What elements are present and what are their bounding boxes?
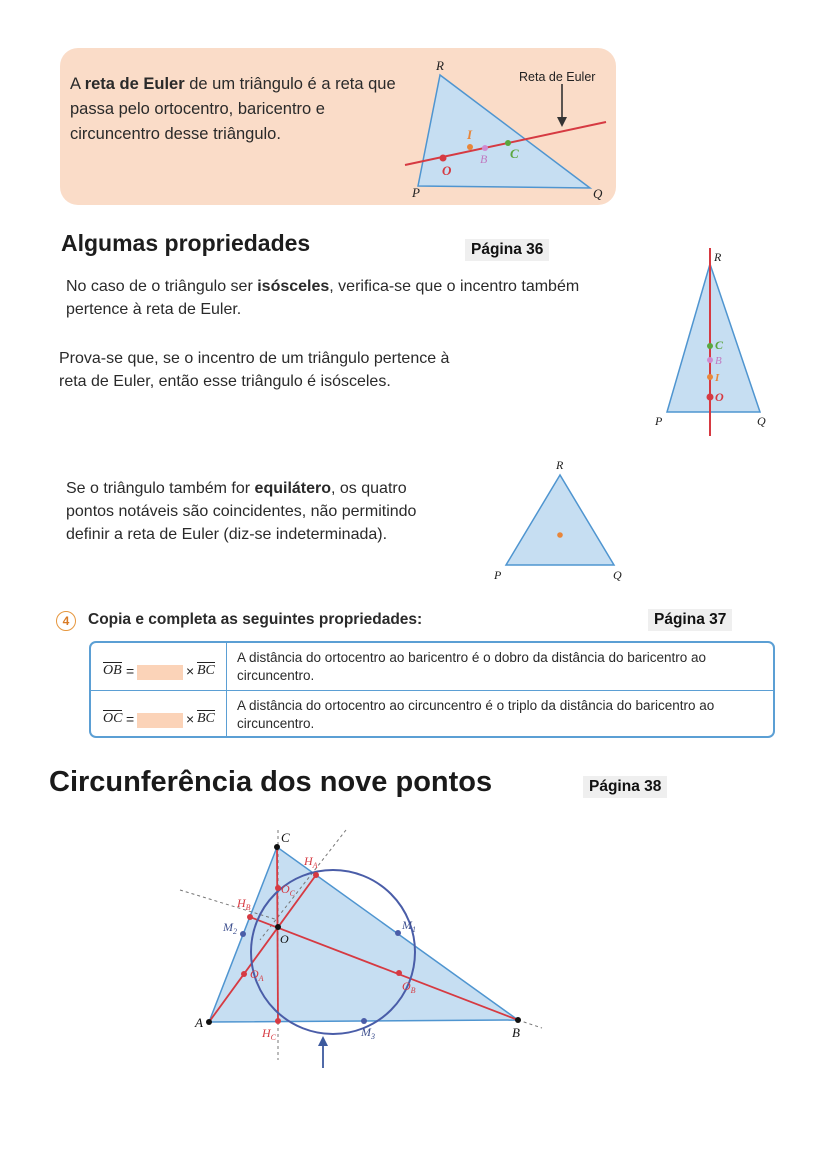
- label-B: B: [512, 1025, 520, 1040]
- vertex-A: [206, 1019, 212, 1025]
- iso-label-P: P: [655, 414, 663, 428]
- page-tag-38: Página 38: [583, 776, 667, 798]
- label-I: I: [467, 127, 473, 142]
- exercise-instruction: Copia e completa as seguintes propriedades:: [88, 611, 423, 628]
- vertex-B: [515, 1017, 521, 1023]
- table-row: [91, 643, 773, 691]
- point-I: [467, 144, 473, 150]
- point-M1: [395, 930, 401, 936]
- segment-rhs: BC: [197, 663, 215, 678]
- point-B: [482, 145, 488, 151]
- label-HA: $H_A$: [304, 854, 318, 870]
- label-HC: $H_C$: [262, 1026, 277, 1042]
- iso-label-C: C: [715, 338, 724, 352]
- iso-label-Q: Q: [757, 414, 766, 428]
- table-row: [91, 691, 773, 738]
- label-C: C: [281, 830, 290, 845]
- exercise-number: 4: [56, 611, 76, 631]
- iso-point-B: [707, 357, 713, 363]
- equilateral-triangle: [506, 475, 614, 565]
- label-O: O: [442, 163, 452, 178]
- iso-point-I: [707, 374, 713, 380]
- label-B: B: [480, 152, 488, 166]
- formula-cell: [91, 691, 227, 738]
- description-cell: A distância do ortocentro ao circuncentro é o triplo da distância do baricentro ao circuncentro.: [237, 698, 715, 731]
- isosceles-paragraph: No caso de o triângulo ser isósceles, verifica-se que o incentro também pertence à reta de Euler.: [66, 278, 580, 318]
- section-title: Algumas propriedades: [61, 230, 311, 256]
- iso-label-R: R: [714, 250, 722, 264]
- label-HB: $H_B$: [237, 896, 251, 912]
- iso-label-O: O: [715, 390, 724, 404]
- label-OB: $O_B$: [402, 979, 416, 995]
- equals-sign: =: [126, 663, 135, 679]
- segment-lhs: OB: [103, 663, 122, 678]
- answer-blank[interactable]: [137, 713, 183, 728]
- point-M3: [361, 1018, 367, 1024]
- label-M1: $M_1$: [402, 918, 416, 934]
- nine-point-title: Circunferência dos nove pontos: [49, 766, 493, 798]
- label-euler-line: Reta de Euler: [519, 70, 596, 84]
- label-OC: $O_C$: [281, 882, 296, 898]
- label-M3: $M_3$: [361, 1025, 375, 1041]
- point-OA: [241, 971, 247, 977]
- equi-center-point: [557, 532, 563, 538]
- times-sign: ×: [186, 663, 195, 679]
- label-Q: Q: [593, 186, 603, 201]
- label-R: R: [436, 58, 444, 73]
- properties-table: [89, 641, 775, 738]
- nine-point-figure: [170, 820, 560, 1075]
- triangle-ABC: [209, 847, 518, 1022]
- iso-label-I: I: [715, 372, 720, 384]
- euler-definition-text: A reta de Euler de um triângulo é a reta que passa pelo ortocentro, baricentro e circuncentro desse triângulo.: [70, 75, 396, 143]
- proof-paragraph: Prova-se que, se o incentro de um triângulo pertence à reta de Euler, então esse triângulo é isósceles.: [59, 350, 450, 390]
- isosceles-figure: [645, 242, 775, 440]
- label-M2: $M_2$: [223, 920, 237, 936]
- answer-blank[interactable]: [137, 665, 183, 680]
- label-OA: $O_A$: [250, 967, 264, 983]
- equilateral-paragraph: Se o triângulo também for equilátero, os quatro pontos notáveis são coincidentes, não permitindo definir a reta de Euler (diz-se indeterminada).: [66, 480, 417, 543]
- equi-label-Q: Q: [613, 568, 622, 582]
- label-A: A: [195, 1015, 203, 1030]
- vertex-C: [274, 844, 280, 850]
- equals-sign: =: [126, 711, 135, 727]
- equi-label-P: P: [494, 568, 502, 582]
- iso-point-O: [707, 394, 714, 401]
- euler-line-figure: [395, 55, 617, 205]
- label-C: C: [510, 146, 519, 161]
- altitude-C: [277, 847, 278, 1021]
- point-OB: [396, 970, 402, 976]
- label-P: P: [412, 185, 420, 200]
- point-O: [440, 155, 447, 162]
- segment-rhs: BC: [197, 711, 215, 726]
- page-tag-36: Página 36: [465, 239, 549, 261]
- formula-cell: [91, 643, 227, 690]
- euler-arrow-head: [557, 117, 567, 127]
- equilateral-figure: [488, 455, 633, 585]
- point-M2: [240, 931, 246, 937]
- circle-arrow-head: [318, 1036, 328, 1046]
- point-HA: [313, 872, 319, 878]
- description-cell: A distância do ortocentro ao baricentro é o dobro da distância do baricentro ao circuncentro.: [237, 650, 707, 683]
- segment-lhs: OC: [103, 711, 123, 726]
- label-O: O: [280, 932, 289, 946]
- iso-label-B: B: [715, 355, 722, 367]
- times-sign: ×: [186, 711, 195, 727]
- orthocenter-O: [275, 924, 281, 930]
- page-tag-37: Página 37: [648, 609, 732, 631]
- equi-label-R: R: [556, 458, 564, 472]
- point-HC: [275, 1018, 281, 1024]
- point-HB: [247, 914, 253, 920]
- dotted-line-4: [518, 1020, 542, 1028]
- isosceles-triangle: [667, 264, 760, 412]
- iso-point-C: [707, 343, 713, 349]
